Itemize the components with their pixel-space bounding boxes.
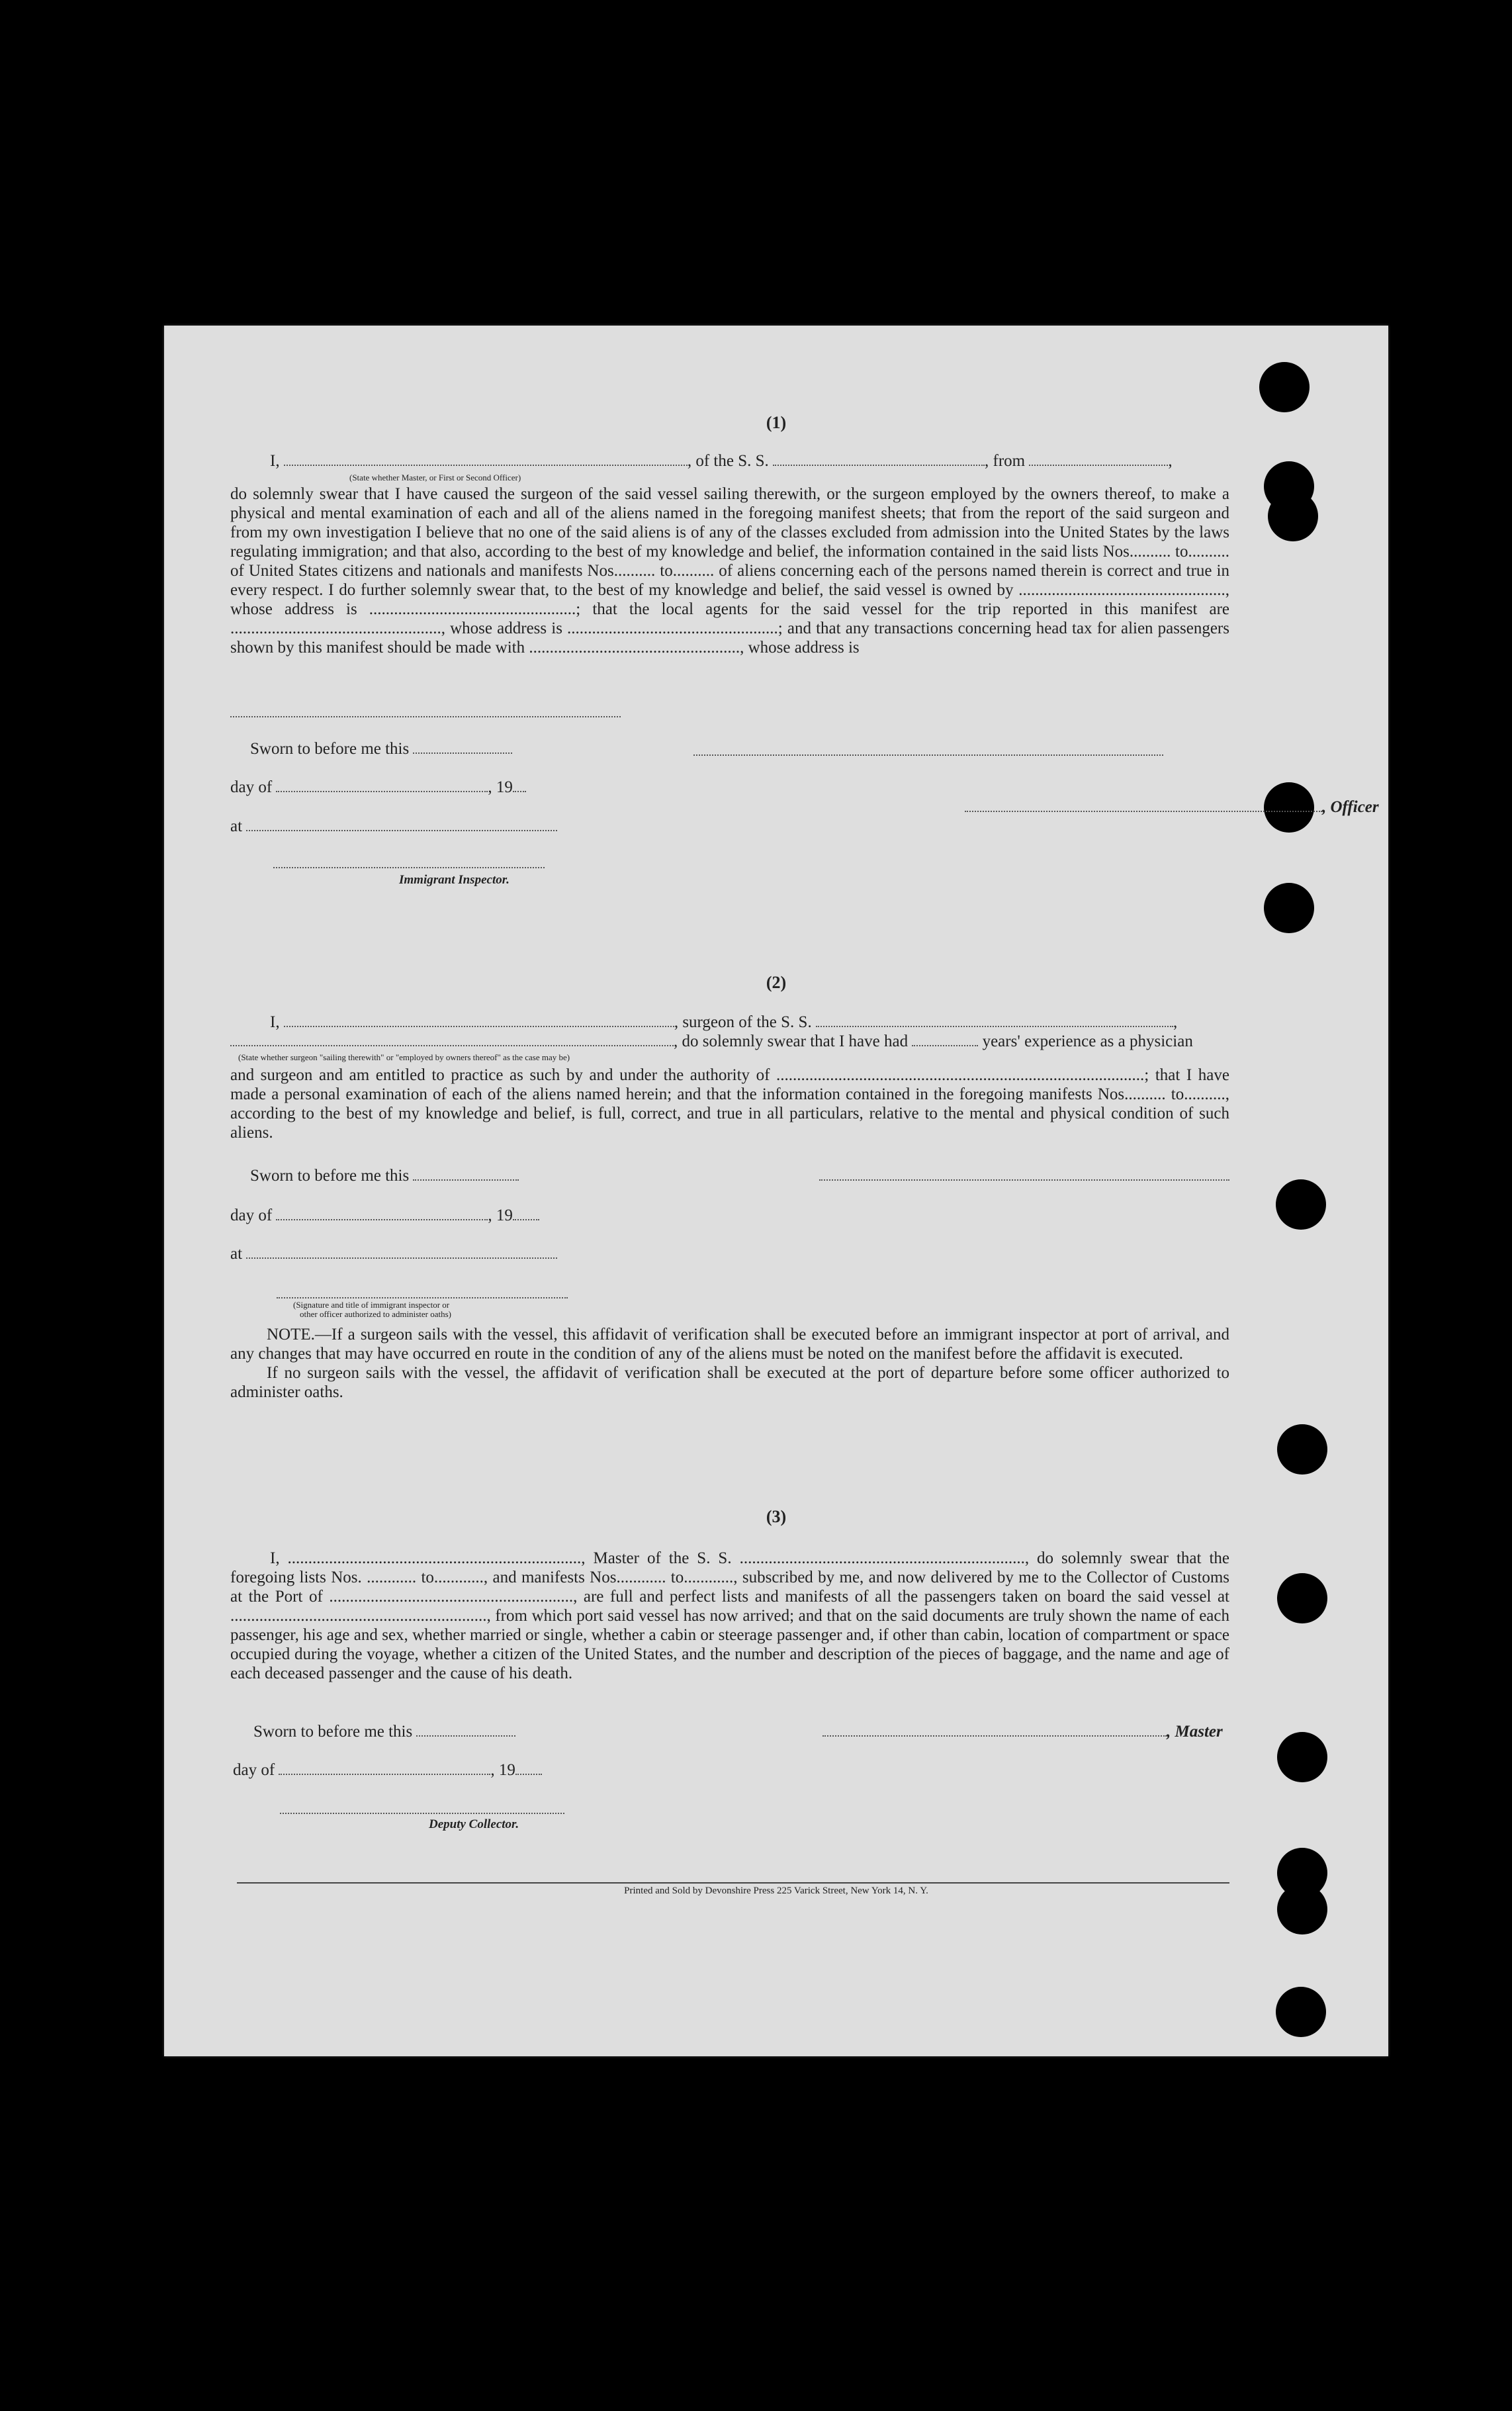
year-field[interactable] [515,1762,542,1775]
section-1-day-line [230,778,526,797]
section-2-oath-text: and surgeon and am entitled to practice as such by and under the authority of .........................................................................................; that I have made a personal examination of each of the aliens named herein; and that the information contained in the foregoing manifests Nos.......... to.........., according to the best of my knowledge and belief, is full, correct, and true in all particulars, relative to the mental and physical condition of such aliens. [230,1066,1229,1142]
section-1-officer-line [965,797,1379,817]
footer-rule [237,1882,1229,1884]
text-of-ss: , of the S. S. [687,452,769,470]
deputy-collector-label: Deputy Collector. [429,1817,519,1831]
section-2-day-line [230,1206,539,1226]
sworn-date-field[interactable] [413,1167,519,1181]
surgeon-note [230,1325,1229,1402]
sworn-date-field[interactable] [413,741,512,754]
sworn-date-field[interactable] [416,1723,515,1737]
printer-imprint: Printed and Sold by Devonshire Press 225 Varick Street, New York 14, N. Y. [624,1886,928,1896]
punch-hole [1277,1424,1327,1475]
sworn-text: Sworn to before me this [250,740,410,758]
text-i: I, [270,452,280,470]
vessel-name-field[interactable] [773,453,985,466]
officer-label: , Officer [1322,798,1379,816]
section-1-sworn-line [250,739,512,759]
surgeon-status-field[interactable] [230,1033,674,1046]
section-2-number: (2) [766,973,787,992]
day-of-text: day of [230,1206,273,1224]
surgeon-status-caption: (State whether surgeon "sailing therewith" or "employed by owners thereof" as the case may be) [238,1052,570,1062]
section-3-day-line [233,1760,542,1780]
officer-rank-caption: (State whether Master, or First or Second Officer) [349,473,521,482]
authorized-officer-signature-line[interactable] [277,1297,568,1298]
year-text: , 19 [488,778,513,796]
immigrant-inspector-label: Immigrant Inspector. [399,873,510,887]
departure-port-field[interactable] [1029,453,1168,466]
punch-hole [1277,1732,1327,1782]
section-1-at-line [230,817,557,837]
section-3-sworn-line [253,1722,515,1742]
section-1-oath-text: do solemnly swear that I have caused the surgeon of the said vessel sailing therewith, or the surgeon employed by the owners thereof, to make a physical and mental examination of each and all of the aliens named in the foregoing manifest sheets; that from the report of the said surgeon and from my own investigation I believe that no one of the said aliens is of any of the classes excluded from admission into the United States by the laws regulating immigration; and that also, according to the best of my knowledge and belief, the information contained in the said lists Nos.......... to.......... of United States citizens and nationals and manifests Nos.......... to.......... of aliens concerning each of the persons named therein is correct and true in every respect. I do further solemnly swear that, to the best of my knowledge and belief, the said vessel is owned by .................................................., whose address is ..................................................; that the local agents for the said vessel for the trip reported in this manifest are ..................................................., whose address is ...................................................; and that any transactions concerning head tax for alien passengers shown by this manifest should be made with ..................................................., whose address is [230,485,1229,657]
punch-hole [1264,883,1314,933]
section-2-opening-line: I, , surgeon of the S. S. , [270,1013,1178,1031]
note-paragraph-1: NOTE.—If a surgeon sails with the vessel, this affidavit of verification shall be executed before an immigrant inspector at port of arrival, and any changes that may have occurred en route in the condition of any of the aliens must be noted on the manifest before the affidavit is executed. [230,1326,1229,1363]
day-of-text: day of [233,1761,275,1779]
surgeon-signature-line[interactable] [819,1179,1229,1181]
years-field[interactable] [912,1033,978,1046]
section-2-sworn-line [250,1166,519,1186]
vessel-name-field[interactable] [816,1014,1173,1027]
sworn-text: Sworn to before me this [253,1723,413,1741]
address-line[interactable] [230,716,621,717]
sworn-text: Sworn to before me this [250,1167,410,1185]
day-field[interactable] [279,1762,490,1775]
officer-name-field[interactable] [284,453,688,466]
punch-hole [1259,362,1310,412]
inspector-signature-line[interactable] [273,867,545,868]
signature-caption-1: (Signature and title of immigrant inspector or [293,1300,450,1310]
day-field[interactable] [276,779,488,792]
collector-signature-line[interactable] [280,1813,564,1814]
year-text: , 19 [490,1761,515,1779]
section-2-at-line [230,1244,557,1264]
text-from: , from [985,452,1026,470]
section-3-number: (3) [766,1507,787,1526]
surgeon-name-field[interactable] [284,1014,674,1027]
day-of-text: day of [230,778,273,796]
punch-hole [1276,1179,1326,1230]
place-field[interactable] [246,818,557,831]
year-field[interactable] [513,779,526,792]
at-text: at [230,817,243,835]
surgeon-of-ss-text: , surgeon of the S. S. [674,1013,812,1031]
manifest-page [164,326,1388,2056]
year-text: , 19 [488,1206,513,1224]
day-field[interactable] [276,1207,488,1220]
master-signature-field[interactable] [823,1723,1167,1737]
master-label: , Master [1167,1723,1223,1741]
note-paragraph-2: If no surgeon sails with the vessel, the affidavit of verification shall be executed at the port of departure before some officer authorized to administer oaths. [230,1364,1229,1401]
section-1-number: (1) [766,413,787,432]
officer-signature-line-1[interactable] [693,754,1163,756]
at-text: at [230,1245,243,1263]
text-i: I, [270,1013,280,1031]
section-3-master-line [823,1722,1223,1742]
punch-hole [1276,1987,1326,2037]
punch-hole [1277,1573,1327,1623]
year-field[interactable] [513,1207,539,1220]
signature-caption-2: other officer authorized to administer oaths) [300,1309,451,1319]
officer-signature-field[interactable] [965,799,1322,812]
section-3-oath-text: I, ......................................................................., Master of the S. S. ....................................................................., do solemnly swear that the foregoing lists Nos. ............ to............, and manifests Nos............ to............, subscribed by me, and now delivered by me to the Collector of Customs at the Port of ..........................................................., are full and perfect lists and manifests of all the passengers taken on board the said vessel at .............................................................., from which port said vessel has now arrived; and that on the said documents are truly shown the name of each passenger, his age and sex, whether married or single, whether a cabin or steerage passenger and, if other than cabin, location of compartment or space occupied during the voyage, whether a citizen of the United States, and the number and description of the pieces of baggage, and the name and age of each deceased passenger and the cause of his death. [230,1549,1229,1682]
section-2-experience-line [230,1032,1193,1052]
section-1-opening-line: I, , of the S. S. , from , [270,452,1173,470]
years-text: years' experience as a physician [982,1032,1193,1050]
place-field[interactable] [246,1246,557,1259]
punch-hole [1268,491,1318,541]
swear-text: , do solemnly swear that I have had [674,1032,909,1050]
